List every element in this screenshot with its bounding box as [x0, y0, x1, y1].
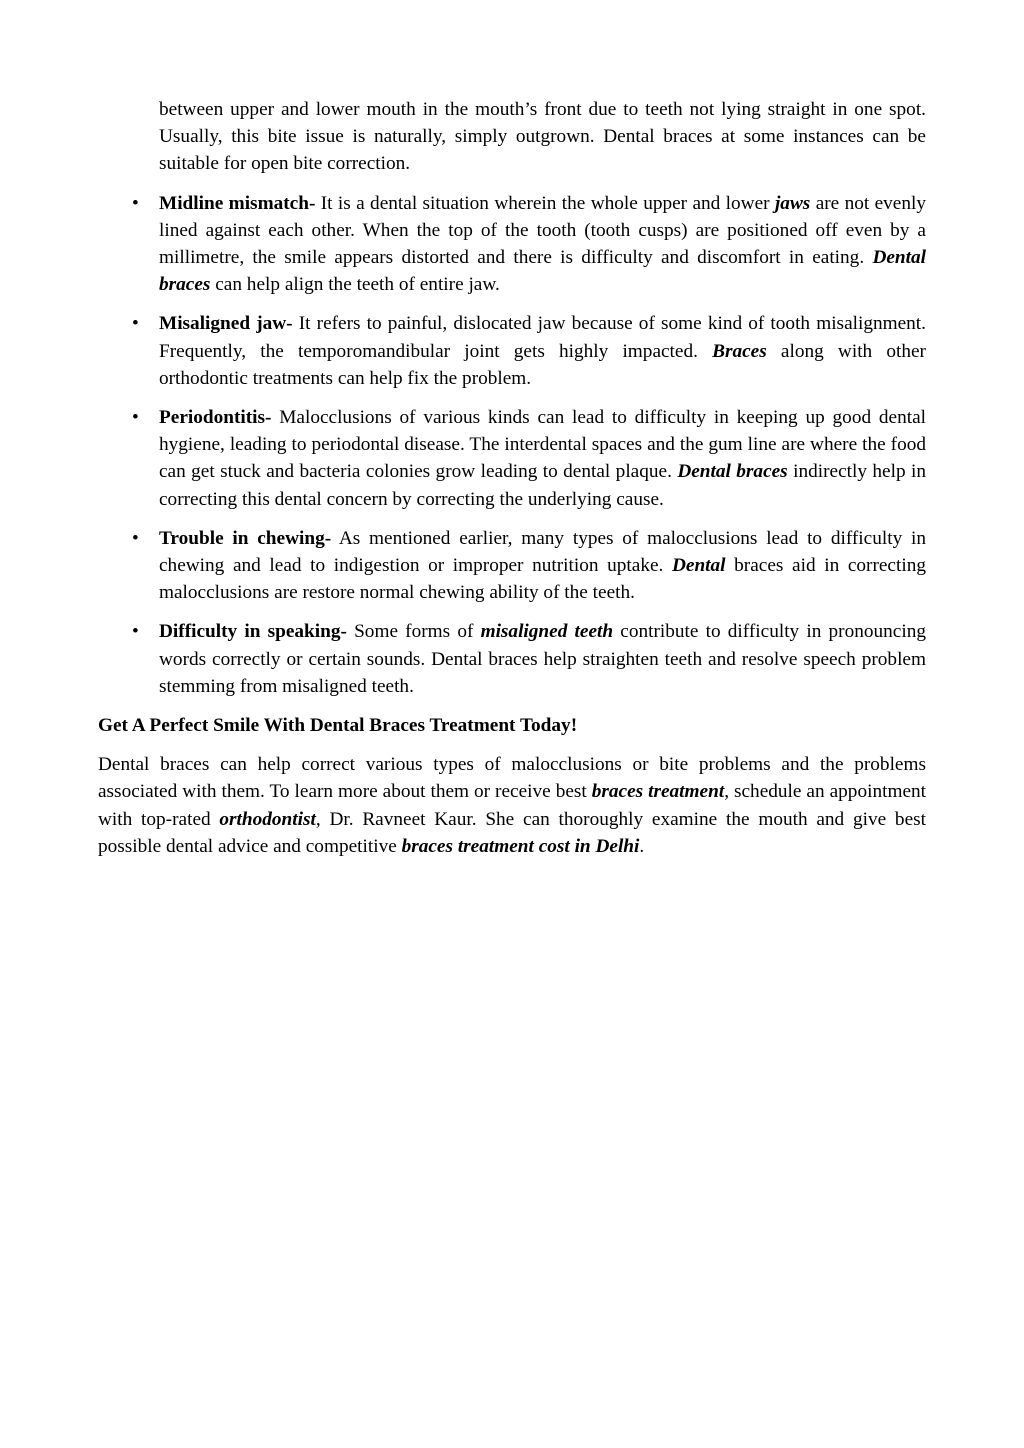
item-lead: Trouble in chewing-: [159, 527, 332, 549]
item-emphasis: Dental: [671, 555, 726, 577]
item-lead: Difficulty in speaking-: [159, 621, 347, 643]
item-emphasis: Dental braces: [159, 247, 926, 296]
bullet-icon: •: [132, 527, 139, 549]
item-lead: Misaligned jaw-: [159, 313, 293, 335]
item-text: Malocclusions of various kinds can lead to difficulty in keeping up good dental hygiene, leading to periodontal disease. The interdental spaces and the gum line are where the food can get stuck and bacteria colonies grow leading to dental plaque.: [159, 407, 926, 483]
document-page: [98, 96, 926, 860]
item-emphasis: Dental braces: [677, 461, 788, 483]
section-heading: Get A Perfect Smile With Dental Braces Treatment Today!: [98, 715, 578, 737]
paragraph-text: .: [639, 835, 645, 857]
item-text: can help align the teeth of entire jaw.: [210, 274, 500, 296]
paragraph-emphasis: braces treatment cost in Delhi: [401, 835, 640, 857]
closing-paragraph: [98, 751, 926, 860]
paragraph-emphasis: orthodontist: [219, 808, 316, 830]
item-text: As mentioned earlier, many types of malocclusions lead to difficulty in chewing and lead to indigestion or improper nutrition uptake.: [159, 527, 926, 577]
item-emphasis: Braces: [712, 340, 767, 362]
bullet-icon: •: [132, 407, 139, 429]
item-text: along with other orthodontic treatments can help fix the problem.: [159, 340, 926, 389]
list-item: [98, 404, 926, 513]
bullet-icon: •: [132, 621, 139, 643]
list-item: [98, 310, 926, 392]
item-lead: Periodontitis-: [159, 407, 272, 429]
item-text: It refers to painful, dislocated jaw because of some kind of tooth misalignment. Frequently, the temporomandibular joint gets highly impacted.: [159, 313, 926, 362]
item-text: contribute to difficulty in pronouncing words correctly or certain sounds. Dental braces help straighten teeth and resolve speech problem stemming from misaligned teeth.: [159, 621, 926, 697]
item-text: Some forms of: [346, 621, 481, 643]
item-text: braces aid in correcting malocclusions are restore normal chewing ability of the teeth.: [159, 555, 926, 604]
bullet-icon: •: [132, 192, 139, 214]
item-text: It is a dental situation wherein the whole upper and lower: [315, 192, 775, 214]
item-text: are not evenly lined against each other. When the top of the tooth (tooth cusps) are positioned off even by a millimetre, the smile appears distorted and there is difficulty and discomfort in eating.: [159, 192, 927, 269]
bullet-icon: •: [132, 313, 139, 335]
continued-paragraph: between upper and lower mouth in the mouth’s front due to teeth not lying straight in one spot. Usually, this bite issue is naturally, simply outgrown. Dental braces at some instances can be suitable for open bite correction.: [159, 99, 926, 175]
list-item: [98, 190, 926, 299]
paragraph-text: , Dr. Ravneet Kaur. She can thoroughly examine the mouth and give best possible dental advice and competitive: [98, 808, 926, 857]
paragraph-text: Dental braces can help correct various types of malocclusions or bite problems and the problems associated with them. To learn more about them or receive best: [98, 754, 926, 803]
item-emphasis: jaws: [774, 192, 811, 214]
paragraph-emphasis: braces treatment: [591, 781, 725, 803]
paragraph-text: , schedule an appointment with top-rated: [98, 781, 926, 830]
item-lead: Midline mismatch-: [159, 192, 316, 214]
list-item: [98, 525, 926, 607]
list-item: [98, 618, 926, 700]
item-emphasis: misaligned teeth: [480, 621, 614, 643]
item-text: indirectly help in correcting this dental concern by correcting the underlying cause.: [159, 461, 926, 510]
bullet-list: [98, 190, 926, 700]
